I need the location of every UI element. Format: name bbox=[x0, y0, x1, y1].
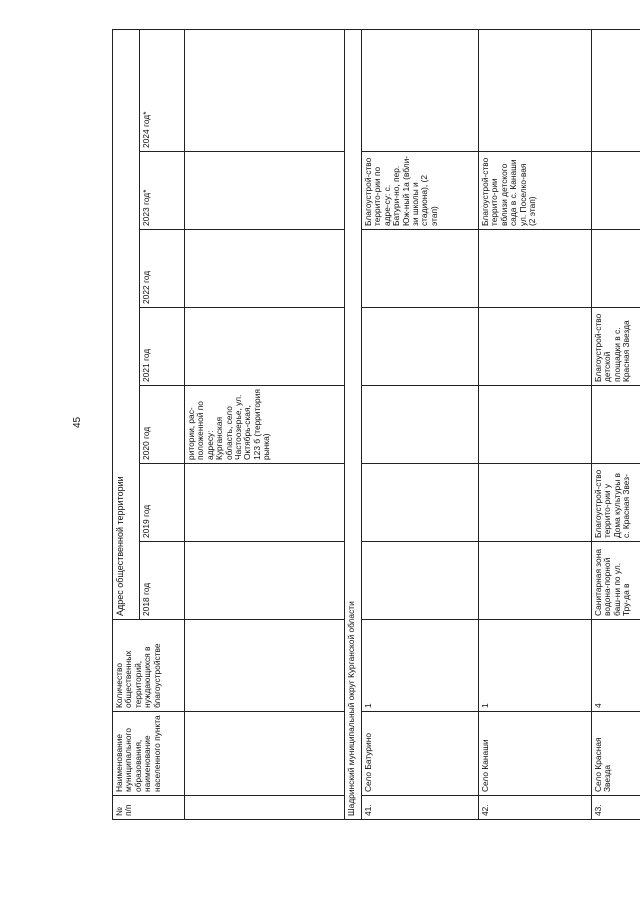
district-name: Шадринский муниципальный округ Курганской области bbox=[345, 30, 362, 820]
cell bbox=[185, 464, 345, 542]
header-address: Адрес общественной территории bbox=[113, 30, 140, 620]
header-year-2024: 2024 год* bbox=[140, 30, 185, 152]
cell bbox=[185, 542, 345, 620]
row-2018 bbox=[479, 542, 592, 620]
continuation-row bbox=[185, 30, 345, 820]
header-year-2019: 2019 год bbox=[140, 464, 185, 542]
cell bbox=[185, 152, 345, 230]
row-2020 bbox=[592, 386, 640, 464]
header-year-2023: 2023 год* bbox=[140, 152, 185, 230]
cell bbox=[185, 230, 345, 308]
row-2023 bbox=[592, 152, 640, 230]
row-2020 bbox=[479, 386, 592, 464]
district-row bbox=[345, 30, 362, 820]
row-name: Село Канаши bbox=[479, 712, 592, 796]
row-name: Село Красная Звезда bbox=[592, 712, 640, 796]
header-year-2020: 2020 год bbox=[140, 386, 185, 464]
row-2019 bbox=[362, 464, 479, 542]
table-row bbox=[479, 30, 592, 820]
row-count: 1 bbox=[362, 620, 479, 712]
row-num: 41. bbox=[362, 796, 479, 820]
table-row bbox=[592, 30, 640, 820]
row-2019 bbox=[479, 464, 592, 542]
cell bbox=[185, 712, 345, 796]
row-2018: Санитарная зона водона-порной баш-ни по ул. Тру-да в bbox=[592, 542, 640, 620]
row-2022 bbox=[592, 230, 640, 308]
header-year-2022: 2022 год bbox=[140, 230, 185, 308]
cell bbox=[185, 620, 345, 712]
row-2022 bbox=[362, 230, 479, 308]
row-2020 bbox=[362, 386, 479, 464]
cell bbox=[185, 796, 345, 820]
row-2023: Благоустрой-ство террито-рии вблизи детского сада в с. Канаши ул. Поселко-вая (2 этап) bbox=[479, 152, 592, 230]
row-count: 4 bbox=[592, 620, 640, 712]
row-count: 1 bbox=[479, 620, 592, 712]
row-2021 bbox=[362, 308, 479, 386]
header-count: Количество общественных территорий, нуждающихся в благоустройстве bbox=[113, 620, 185, 712]
row-num: 42. bbox=[479, 796, 592, 820]
page-number: 45 bbox=[72, 416, 83, 428]
cell-2020: ритории, рас-положенной по адресу: Курганская область, село Частоозерье, ул. Октябрь-ская, 123 б (территория рынка) bbox=[185, 386, 345, 464]
row-num: 43. bbox=[592, 796, 640, 820]
table-row bbox=[362, 30, 479, 820]
header-year-2021: 2021 год bbox=[140, 308, 185, 386]
cell bbox=[185, 308, 345, 386]
header-name: Наименование муниципального образования, наименование населенного пункта bbox=[113, 712, 185, 796]
row-2024 bbox=[479, 30, 592, 152]
row-2021 bbox=[479, 308, 592, 386]
public-territories-table bbox=[112, 29, 640, 820]
header-year-2018: 2018 год bbox=[140, 542, 185, 620]
row-2022 bbox=[479, 230, 592, 308]
row-2023: Благоустрой-ство террито-рии по адре-су: с. Батури-но, пер. Юж-ный 1а (вбли-зи школы и стадиона), (2 этап) bbox=[362, 152, 479, 230]
header-num: № п/п bbox=[113, 796, 185, 820]
row-2024 bbox=[362, 30, 479, 152]
row-2021: Благоустрой-ство детской площадки в с. Красная Звезда bbox=[592, 308, 640, 386]
row-name: Село Батурино bbox=[362, 712, 479, 796]
row-2019: Благоустрой-ство террито-рии у Дома культуры в с. Красная Звез- bbox=[592, 464, 640, 542]
header-row-1 bbox=[113, 30, 140, 820]
cell bbox=[185, 30, 345, 152]
row-2018 bbox=[362, 542, 479, 620]
row-2024 bbox=[592, 30, 640, 152]
table-sheet bbox=[112, 30, 632, 820]
